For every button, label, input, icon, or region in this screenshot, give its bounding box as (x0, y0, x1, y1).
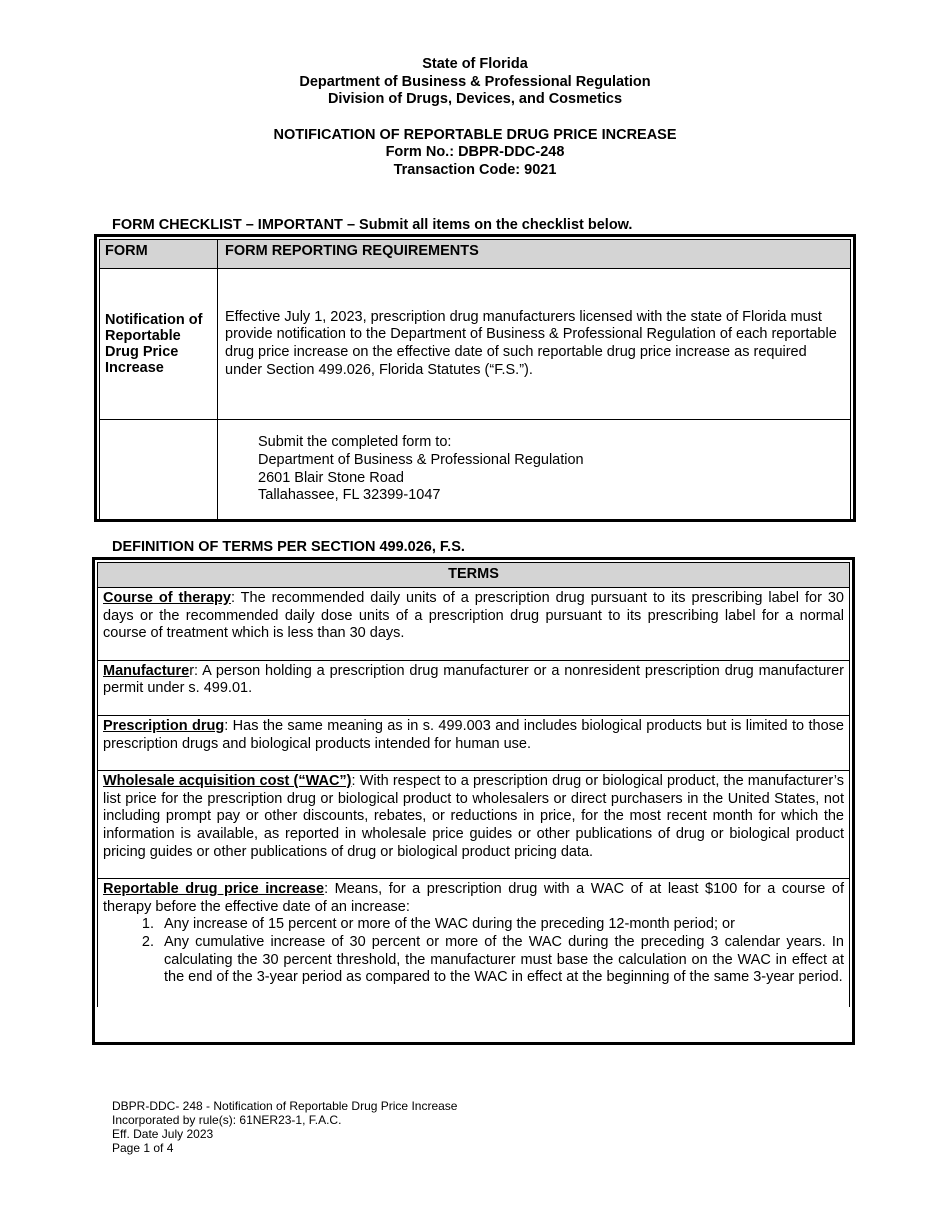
increase-item-2: 2. Any cumulative increase of 30 percent or more of the WAC during the preceding 3 calendar years. In calculating the 30 percent threshold, the manufacturer must base the calculation on the WAC in effect at the end of the 3-year period as compared to the WAC in effect at the beginning of the same 3-year period. (158, 934, 844, 987)
checklist-row1-form: Notification of Reportable Drug Price Increase (100, 269, 218, 420)
checklist-box (94, 234, 856, 522)
col-form-header: FORM (100, 240, 218, 269)
checklist-title: FORM CHECKLIST – IMPORTANT – Submit all items on the checklist below. (112, 217, 633, 233)
submit-org: Department of Business & Professional Regulation (258, 451, 584, 468)
document-footer (112, 1099, 457, 1155)
col-requirements-header: FORM REPORTING REQUIREMENTS (218, 240, 851, 269)
state-name: State of Florida (422, 56, 528, 72)
term-wac: Wholesale acquisition cost (“WAC”): With respect to a prescription drug or biological product, the manufacturer’s list price for the prescription drug or biological product to wholesalers or direct purchasers in the United States, not including prompt pay or other discounts, rebates, or reductions in price, for the most recent month for which the information is available, as reported in wholesale price guides or other publications of drug or biological product pricing guides or other publications of drug or biological product pricing data. (98, 771, 850, 879)
term-reportable-increase: Reportable drug price increase: Means, for a prescription drug with a WAC of at least $100 for a course of therapy before the effective date of an increase: 1. Any increase of 15 percent or more of the WAC during the preceding 12-month period; or 2. Any cumulative increase of 30 percent or more of the WAC during the preceding 3 calendar years. In calculating the 30 percent threshold, the manufacturer must base the calculation on the WAC in effect at the end of the 3-year period as compared to the WAC in effect at the beginning of the same 3-year period. (98, 879, 850, 1007)
footer-rule: Incorporated by rule(s): 61NER23-1, F.A.C. (112, 1113, 342, 1127)
submit-address (218, 420, 851, 520)
submit-city: Tallahassee, FL 32399-1047 (258, 487, 441, 504)
submit-intro: Submit the completed form to: (258, 434, 452, 451)
footer-eff-date: Eff. Date July 2023 (112, 1127, 214, 1141)
checklist-table (99, 239, 851, 520)
form-number: Form No.: DBPR-DDC-248 (385, 144, 565, 160)
term-course-of-therapy: Course of therapy: The recommended daily units of a prescription drug pursuant to its prescribing label for 30 days or the recommended daily dose units of a prescription drug pursuant to its prescribing label for a normal course of treatment which is less than 30 days. (98, 588, 850, 661)
checklist-row1-text: Effective July 1, 2023, prescription drug manufacturers licensed with the state of Florida must provide notification to the Department of Business & Professional Regulation of each reportable drug price increase on the effective date of such reportable drug price increase as required under Section 499.026, Florida Statutes (“F.S.”). (218, 269, 851, 420)
department-name: Department of Business & Professional Regulation (299, 73, 651, 90)
division-name: Division of Drugs, Devices, and Cosmetics (327, 91, 623, 107)
increase-list (103, 916, 844, 986)
term-prescription-drug: Prescription drug: Has the same meaning as in s. 499.003 and includes biological products but is limited to those prescription drugs and biological products intended for human use. (98, 715, 850, 770)
document-header (0, 56, 950, 179)
increase-item-1: 1. Any increase of 15 percent or more of the WAC during the preceding 12-month period; or (158, 916, 844, 934)
definitions-box (92, 557, 855, 1045)
footer-form-id: DBPR-DDC- 248 - Notification of Reportable Drug Price Increase (112, 1099, 458, 1113)
transaction-code: Transaction Code: 9021 (393, 161, 557, 178)
terms-header: TERMS (98, 563, 850, 588)
submit-street: 2601 Blair Stone Road (258, 469, 404, 486)
definitions-title: DEFINITION OF TERMS PER SECTION 499.026, F.S. (112, 539, 465, 555)
term-manufacturer: Manufacturer: A person holding a prescription drug manufacturer or a nonresident prescription drug manufacturer permit under s. 499.01. (98, 660, 850, 715)
checklist-row2-form (100, 420, 218, 520)
form-title: NOTIFICATION OF REPORTABLE DRUG PRICE INCREASE (273, 126, 677, 143)
definitions-table (97, 562, 850, 1007)
footer-page-number: Page 1 of 4 (112, 1141, 174, 1155)
